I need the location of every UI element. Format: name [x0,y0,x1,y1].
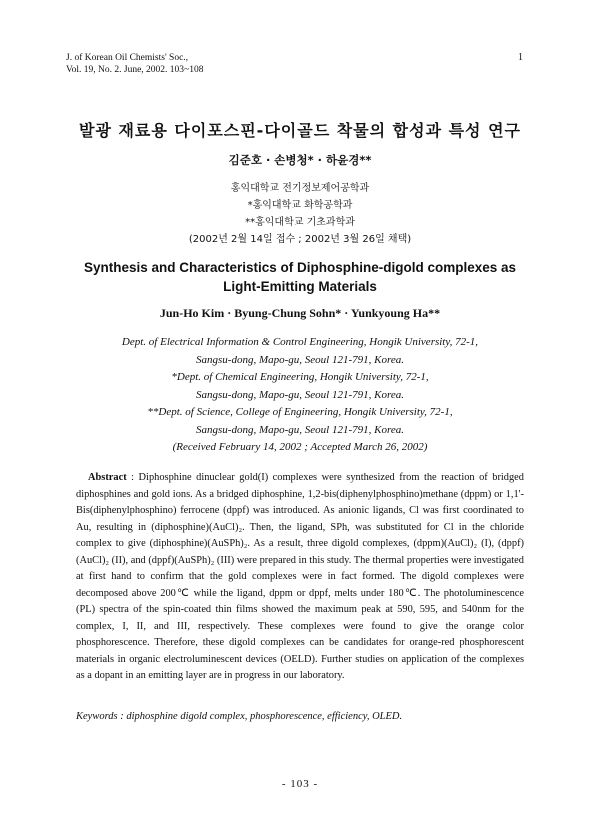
abstract-text: : Diphosphine dinuclear gold(I) complexes were synthesized from the reaction of bridged diphosphines and gold ions. As a bridged diphosphine, 1,2-bis(diphenylphosphino)methane (dppm) or 1,1'-Bis(diphenylphosphino) ferrocene (dppf) was introduced. As anionic ligands, Cl was first coordinated to Au, resulting in (diphosphine)(AuCl)₂. Then, the ligand, SPh, was substituted for Cl in the chloride complex to give (diphosphine)(AuSPh)₂. As a result, three digold complexes, (dppm)(AuCl)₂ (I), (dppf)(AuCl)₂ (II), and (dppf)(AuSPh)₂ (III) were prepared in this study. The thermal properties were investigated at first hand to confirm that the gold complexes were in fact formed. The digold complexes were decomposed above 200℃ while the ligand, dppm or dppf, melts under 180℃. The photoluminescence (PL) spectra of the spin-coated thin films showed the maximum peak at 590, 595, and 540nm for the complex, I, II, and III, respectively. These complexes were found to give the orange color phosphorescence. Therefore, these digold complexes can be candidates for orange-red phosphorescent materials in organic electroluminescent devices (OELD). Further studies on application of the complexes as a dopant in an emitting layer are in progress in our laboratory. [76,472,524,681]
affiliation-line: Dept. of Electrical Information & Control Engineering, Hongik University, 72-1, [121,336,479,348]
page-footer-number: - 103 - [281,778,319,790]
journal-name: J. of Korean Oil Chemists' Soc., [66,53,189,63]
english-title-line: Light-Emitting Materials [223,279,377,294]
korean-affiliation: **홍익대학교 기초과학과 [245,217,355,228]
affiliation-line: **Dept. of Science, College of Engineering, Hongik University, 72-1, [147,406,453,418]
korean-authors: 김준호 · 손병청* · 하윤경** [228,153,372,167]
journal-volume: Vol. 19, No. 2. June, 2002. 103~108 [66,65,204,75]
korean-dates: (2002년 2월 14일 접수 ; 2002년 3월 26일 채택) [188,234,412,245]
abstract-label: Abstract [88,472,127,483]
journal-citation [66,52,203,76]
received-dates: (Received February 14, 2002 ; Accepted March 26, 2002) [172,441,428,453]
affiliation-line: Sangsu-dong, Mapo-gu, Seoul 121-791, Korea. [196,388,404,401]
korean-affiliation: *홍익대학교 화학공학과 [247,200,353,211]
affiliation-line: Sangsu-dong, Mapo-gu, Seoul 121-791, Korea. [196,353,404,366]
english-affiliations [0,334,600,457]
korean-title: 발광 재료용 다이포스핀-다이골드 착물의 합성과 특성 연구 [78,121,521,140]
affiliation-line: *Dept. of Chemical Engineering, Hongik University, 72-1, [171,371,429,383]
affiliation-line: Sangsu-dong, Mapo-gu, Seoul 121-791, Korea. [196,423,404,436]
keywords: Keywords : diphosphine digold complex, phosphorescence, efficiency, OLED. [76,711,403,722]
korean-affiliations [0,180,600,248]
page-number: 1 [518,52,523,63]
abstract [76,470,524,685]
english-title [0,258,600,296]
korean-affiliation: 홍익대학교 전기정보제어공학과 [230,183,370,194]
english-authors: Jun-Ho Kim · Byung-Chung Sohn* · Yunkyoung Ha** [159,306,441,320]
english-title-line: Synthesis and Characteristics of Diphosphine-digold complexes as [83,260,517,275]
